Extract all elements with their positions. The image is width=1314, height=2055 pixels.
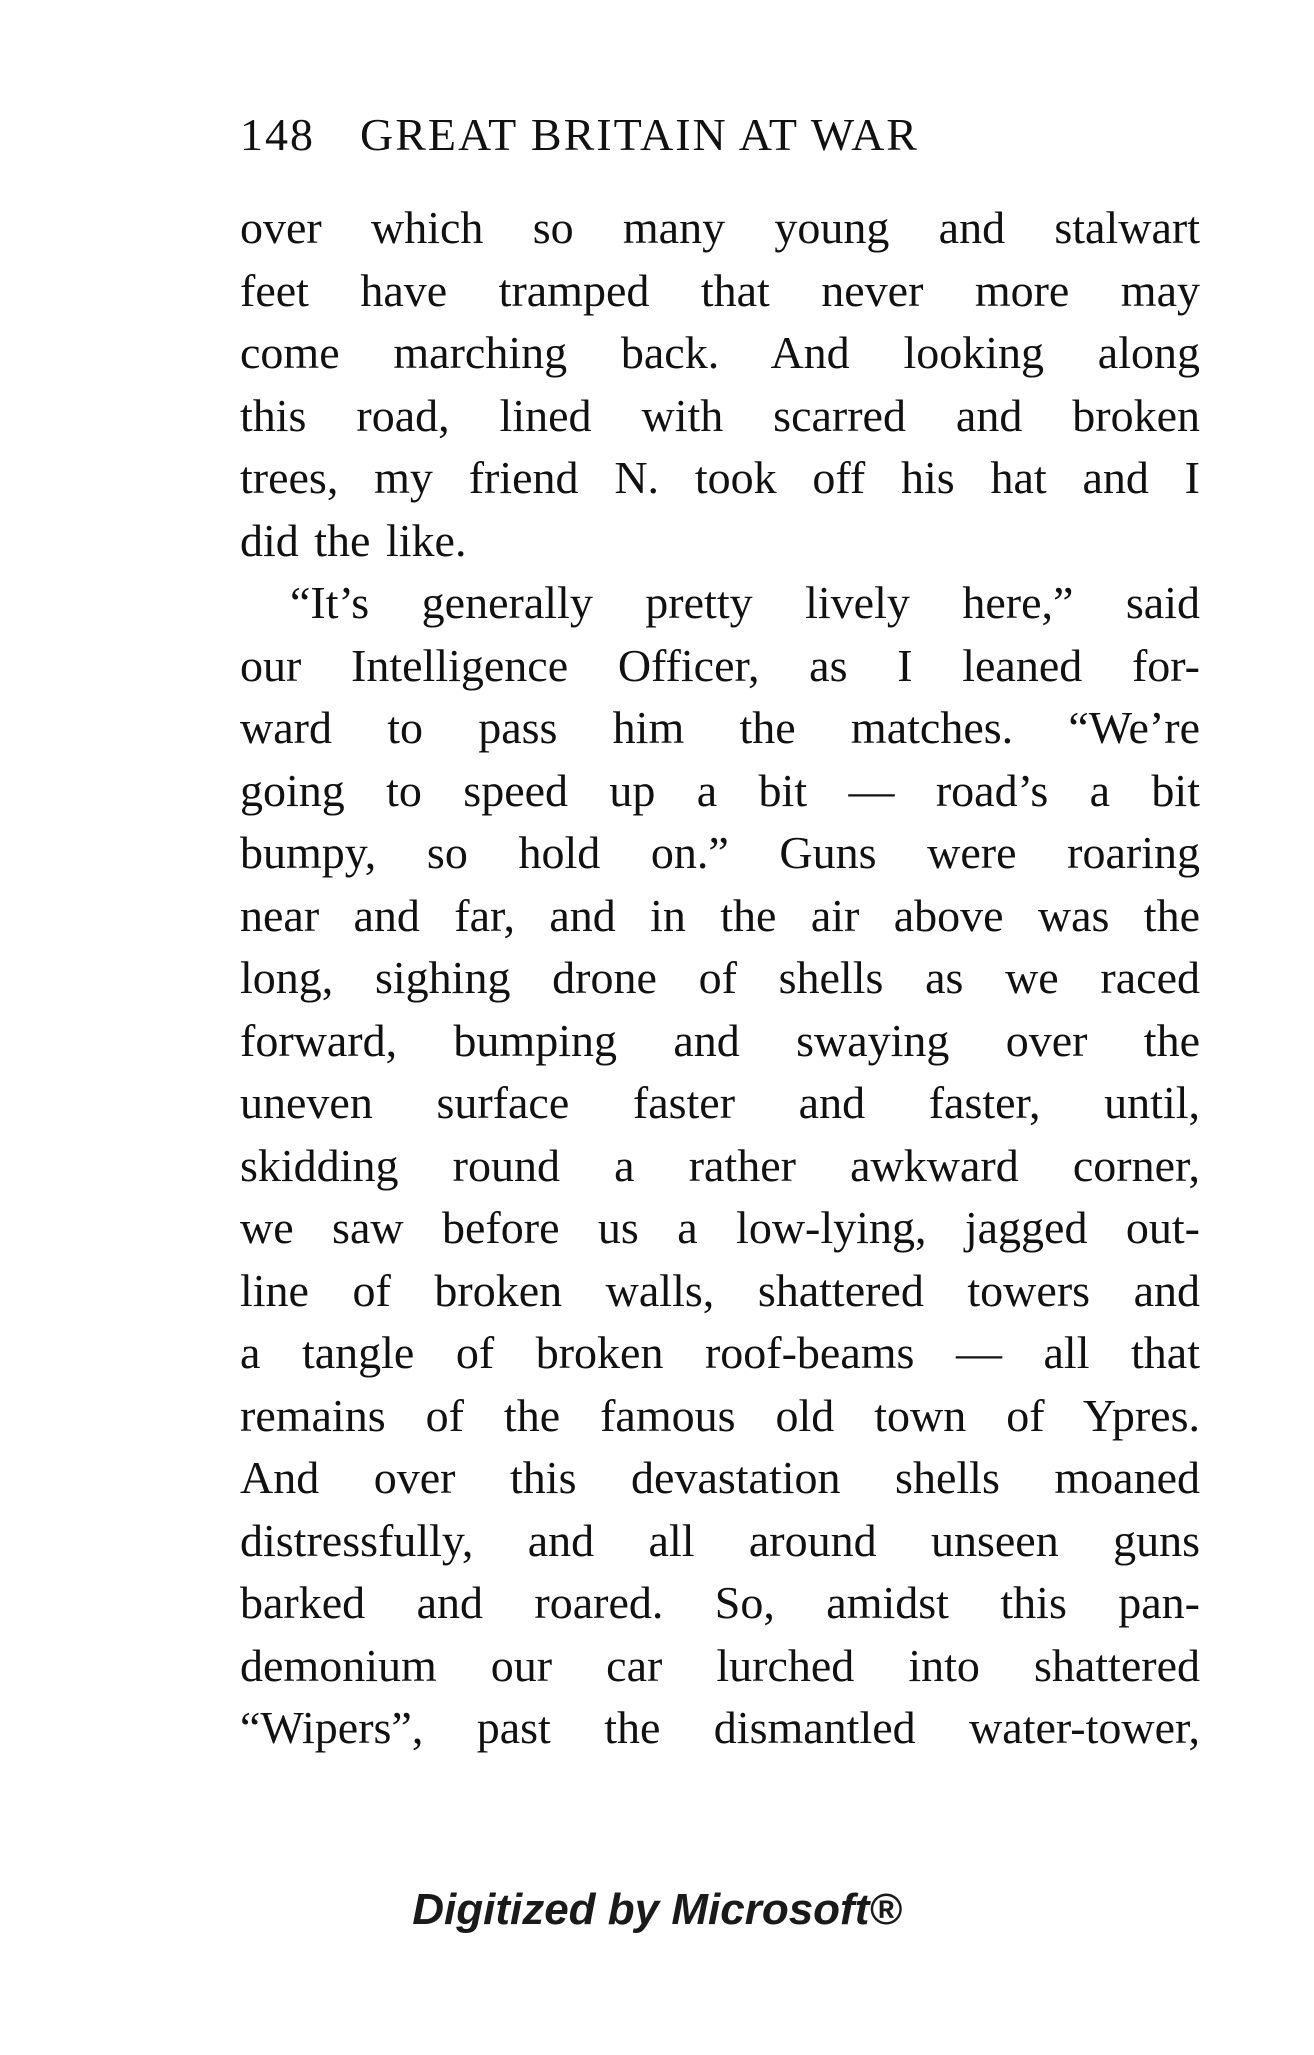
text-line: did the like.	[240, 514, 467, 566]
text-line: bumpy, so hold on.” Guns were roaring	[240, 827, 1200, 878]
text-line: distressfully, and all around unseen guns	[240, 1514, 1200, 1566]
text-line: this road, lined with scarred and broken	[240, 389, 1200, 441]
text-line: over which so many young and stalwart	[240, 202, 1200, 253]
text-line: trees, my friend N. took off his hat and I	[240, 452, 1200, 503]
text-line: “It’s generally pretty lively here,” said	[290, 577, 1200, 628]
text-line: barked and roared. So, amidst this pan-	[240, 1577, 1200, 1628]
text-line: forward, bumping and swaying over the	[240, 1014, 1200, 1066]
text-line: And over this devastation shells moaned	[240, 1452, 1200, 1503]
digitization-watermark: Digitized by Microsoft®	[412, 1885, 902, 1934]
text-line: skidding round a rather awkward corner,	[240, 1139, 1200, 1191]
text-line: come marching back. And looking along	[240, 327, 1200, 378]
text-line: “Wipers”, past the dismantled water-tower,	[240, 1702, 1200, 1753]
text-line: ward to pass him the matches. “We’re	[240, 702, 1200, 753]
text-line: long, sighing drone of shells as we raced	[240, 952, 1200, 1003]
running-head	[240, 105, 1100, 165]
text-line: near and far, and in the air above was the	[240, 889, 1200, 941]
paragraph-1	[240, 197, 1200, 572]
text-line: line of broken walls, shattered towers and	[240, 1264, 1200, 1316]
text-line: a tangle of broken roof-beams — all that	[240, 1327, 1200, 1378]
paragraph-2	[240, 572, 1200, 1760]
text-line: going to speed up a bit — road’s a bit	[240, 764, 1200, 816]
text-line: uneven surface faster and faster, until,	[240, 1077, 1200, 1128]
running-title: GREAT BRITAIN AT WAR	[360, 109, 919, 160]
text-line: we saw before us a low-lying, jagged out-	[240, 1202, 1200, 1253]
body-text	[240, 197, 1200, 1760]
text-line: feet have tramped that never more may	[240, 264, 1200, 316]
text-line: demonium our car lurched into shattered	[240, 1639, 1200, 1691]
page-number: 148	[240, 109, 315, 160]
text-line: remains of the famous old town of Ypres.	[240, 1389, 1200, 1441]
text-line: our Intelligence Officer, as I leaned for-	[240, 639, 1200, 691]
